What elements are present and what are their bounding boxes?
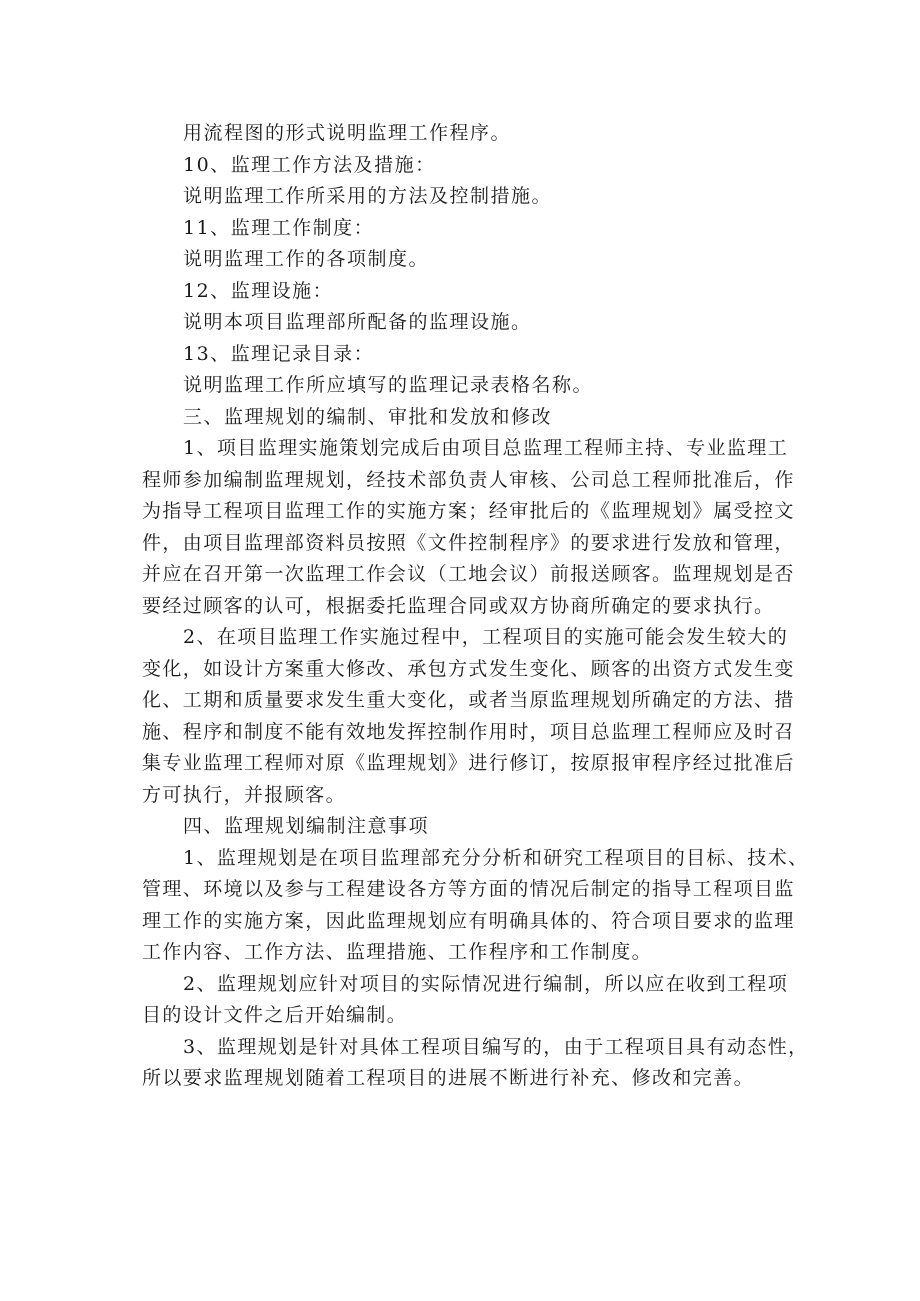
chapter-heading-3: 三、监理规划的编制、审批和发放和修改 [183, 405, 553, 428]
text-line-methods: 说明监理工作所采用的方法及控制措施。 [183, 185, 553, 207]
paragraph-revision [142, 622, 795, 811]
text-line-flowchart: 用流程图的形式说明监理工作程序。 [183, 122, 512, 144]
paragraph-line: 为指导工程项目监理工作的实施方案；经审批后的《监理规划》属受控文 [142, 500, 795, 522]
paragraph-note-2 [142, 969, 792, 1032]
paragraph-line: 理工作的实施方案，因此监理规划应有明确具体的、符合项目要求的监理 [142, 909, 795, 932]
paragraph-line: 集专业监理工程师对原《监理规划》进行修订，按原报审程序经过批准后 [142, 752, 795, 774]
paragraph-line: 2、在项目监理工作实施过程中，工程项目的实施可能会发生较大的 [183, 626, 789, 648]
text-line-facilities: 说明本项目监理部所配备的监理设施。 [183, 311, 532, 333]
paragraph-line: 2、监理规划应针对项目的实际情况进行编制，所以应在收到工程项 [183, 972, 789, 995]
paragraph-line: 3、监理规划是针对具体工程项目编写的，由于工程项目具有动态性， [183, 1035, 809, 1058]
paragraph-line: 化、工期和质量要求发生重大变化，或者当原监理规划所确定的方法、措 [142, 689, 795, 711]
section-heading-13: 13、监理记录目录： [183, 342, 375, 365]
paragraph-line: 方可执行，并报顾客。 [142, 783, 347, 806]
paragraph-compilation [142, 433, 795, 622]
paragraph-line: 管理、环境以及参与工程建设各方等方面的情况后制定的指导工程项目监 [142, 878, 795, 900]
text-line-records: 说明监理工作所应填写的监理记录表格名称。 [183, 374, 594, 396]
paragraph-line: 要经过顾客的认可，根据委托监理合同或双方协商所确定的要求执行。 [142, 594, 775, 617]
paragraph-line: 目的设计文件之后开始编制。 [142, 1004, 408, 1026]
paragraph-line: 件，由项目监理部资料员按照《文件控制程序》的要求进行发放和管理， [142, 531, 795, 554]
paragraph-line: 工作内容、工作方法、监理措施、工作程序和工作制度。 [142, 941, 653, 963]
chapter-heading-4: 四、监理规划编制注意事项 [183, 815, 430, 837]
paragraph-note-1 [142, 843, 809, 969]
section-heading-10: 10、监理工作方法及措施： [183, 153, 436, 176]
text-line-rules: 说明监理工作的各项制度。 [183, 248, 430, 270]
section-heading-11: 11、监理工作制度： [183, 216, 375, 239]
paragraph-line: 变化，如设计方案重大修改、承包方式发生变化、顾客的出资方式发生变 [142, 657, 795, 680]
paragraph-line: 并应在召开第一次监理工作会议（工地会议）前报送顾客。监理规划是否 [142, 563, 795, 585]
paragraph-line: 所以要求监理规划随着工程项目的进展不断进行补充、修改和完善。 [142, 1067, 755, 1089]
section-heading-12: 12、监理设施： [183, 279, 334, 302]
paragraph-line: 施、程序和制度不能有效地发挥控制作用时，项目总监理工程师应及时召 [142, 720, 795, 743]
paragraph-note-3 [142, 1032, 809, 1095]
paragraph-line: 1、项目监理实施策划完成后由项目总监理工程师主持、专业监理工 [183, 437, 789, 459]
paragraph-line: 程师参加编制监理规划，经技术部负责人审核、公司总工程师批准后，作 [142, 468, 795, 491]
paragraph-line: 1、监理规划是在项目监理部充分分析和研究工程项目的目标、技术、 [183, 846, 809, 869]
document-body [142, 118, 809, 1095]
